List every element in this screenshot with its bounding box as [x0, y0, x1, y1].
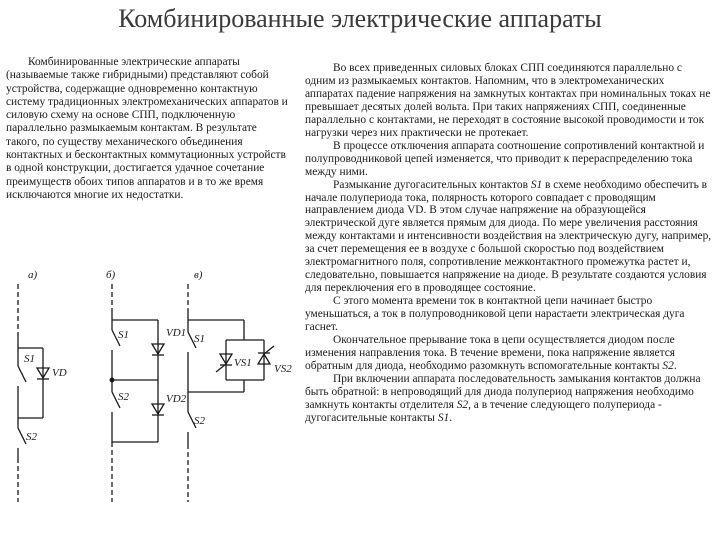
italic-term: S2 — [456, 398, 469, 411]
body-paragraph — [305, 62, 713, 140]
intro-paragraph: Комбинированные электрические аппараты (называемые также гибридными) представляют собой устройства, содержащие одновременно контактную систему традиционных электромеханических аппаратов и силовую схему на основе СПП, подключенную параллельно размыкаемым контактам. В результате такого, по существу механического объединения контактных и бесконтактных коммутационных устройств в одной конструкции, достигается удачное сочетание преимуществ обоих типов аппаратов и в то же время исключаются многие их недостатки. — [6, 56, 288, 201]
italic-term: S1 — [437, 411, 450, 424]
circuit-b — [106, 269, 187, 502]
text-run: Окончательное прерывание тока в цепи осуществляется диодом после изменения направления тока. В течение времени, пока напряжение является обратным для диода, необходимо разомкнуть вспомогательные контакты — [305, 334, 676, 372]
label-s1-b: S1 — [118, 329, 129, 341]
text-run: . — [449, 411, 453, 424]
label-s2-c: S2 — [194, 415, 205, 427]
label-vd1-b: VD1 — [166, 327, 187, 339]
italic-term: S1 — [530, 178, 543, 191]
body-paragraph — [305, 373, 713, 425]
label-vd-a: VD — [52, 367, 67, 379]
label-vs2-c: VS2 — [274, 363, 292, 375]
text-run: . — [673, 359, 677, 372]
body-paragraph — [305, 334, 713, 373]
body-paragraph — [305, 140, 713, 179]
text-run: , а в течение следующего полупериода - дугогасительные контакты — [305, 398, 662, 424]
text-run: Во всех приведенных силовых блоках СПП соединяются параллельно с одним из размыкаемых контактов. Напомним, что в электромеханических аппаратах падение напряжения на замкнутых контактах при номинальных токах не превышает десятых долей вольта. При таких напряжениях СПП, соединенные параллельно с контактами, не переходят в состояние высокой проводимости и ток нагрузки через них практически не протекает. — [305, 62, 711, 139]
label-s2-b: S2 — [118, 391, 129, 403]
label-s1-c: S1 — [194, 333, 205, 345]
label-vs1-c: VS1 — [234, 357, 252, 369]
main-text-block — [305, 62, 713, 425]
panel-a-label: a) — [28, 269, 38, 281]
circuit-a — [18, 269, 67, 502]
circuit-c — [188, 269, 292, 502]
panel-c-label: в) — [194, 269, 203, 281]
body-paragraph — [305, 295, 713, 334]
label-s1-a: S1 — [24, 353, 35, 365]
page-title: Комбинированные электрические аппараты — [118, 4, 602, 33]
intro-text-block — [6, 56, 292, 202]
text-run: Размыкание дугогасительных контактов — [333, 178, 531, 191]
label-s2-a: S2 — [26, 431, 37, 443]
panel-b-label: б) — [106, 269, 116, 281]
text-run: в схеме необходимо обеспечить в начале полупериода тока, полярность которого совпадает с проводящим направлением диода VD. В этом случае напряжение на образующейся электрической дуге является прямым для диода. По мере увеличения расстояния между контактами и интенсивности воздействия на электрическую дугу, например, за счет перемещения ее в воздухе с большой скоростью под воздействием электромагнитного поля, сопротивление межконтактного промежутка растет и, следовательно, повышается напряжение на диоде. В результате создаются условия для переключения его в проводящее состояние. — [305, 178, 712, 295]
italic-term: S2 — [662, 359, 674, 372]
text-run: В процессе отключения аппарата соотношение сопротивлений контактной и полупроводниковой цепей изменяется, что приводит к перераспределению тока между ними. — [305, 139, 705, 178]
body-paragraph — [305, 179, 713, 296]
label-vd2-b: VD2 — [166, 393, 187, 405]
text-run: С этого момента времени ток в контактной цепи начинает быстро уменьшаться, а ток в полупроводниковой цепи нарастаeти электрическая дуга гаснет. — [305, 295, 685, 334]
circuit-diagrams — [8, 262, 298, 537]
text-run: При включении аппарата последовательность замыкания контактов должна быть обратной: в непроводящий для диода полупериод напряжения необходимо замкнуть контакты отделителя — [305, 372, 701, 411]
